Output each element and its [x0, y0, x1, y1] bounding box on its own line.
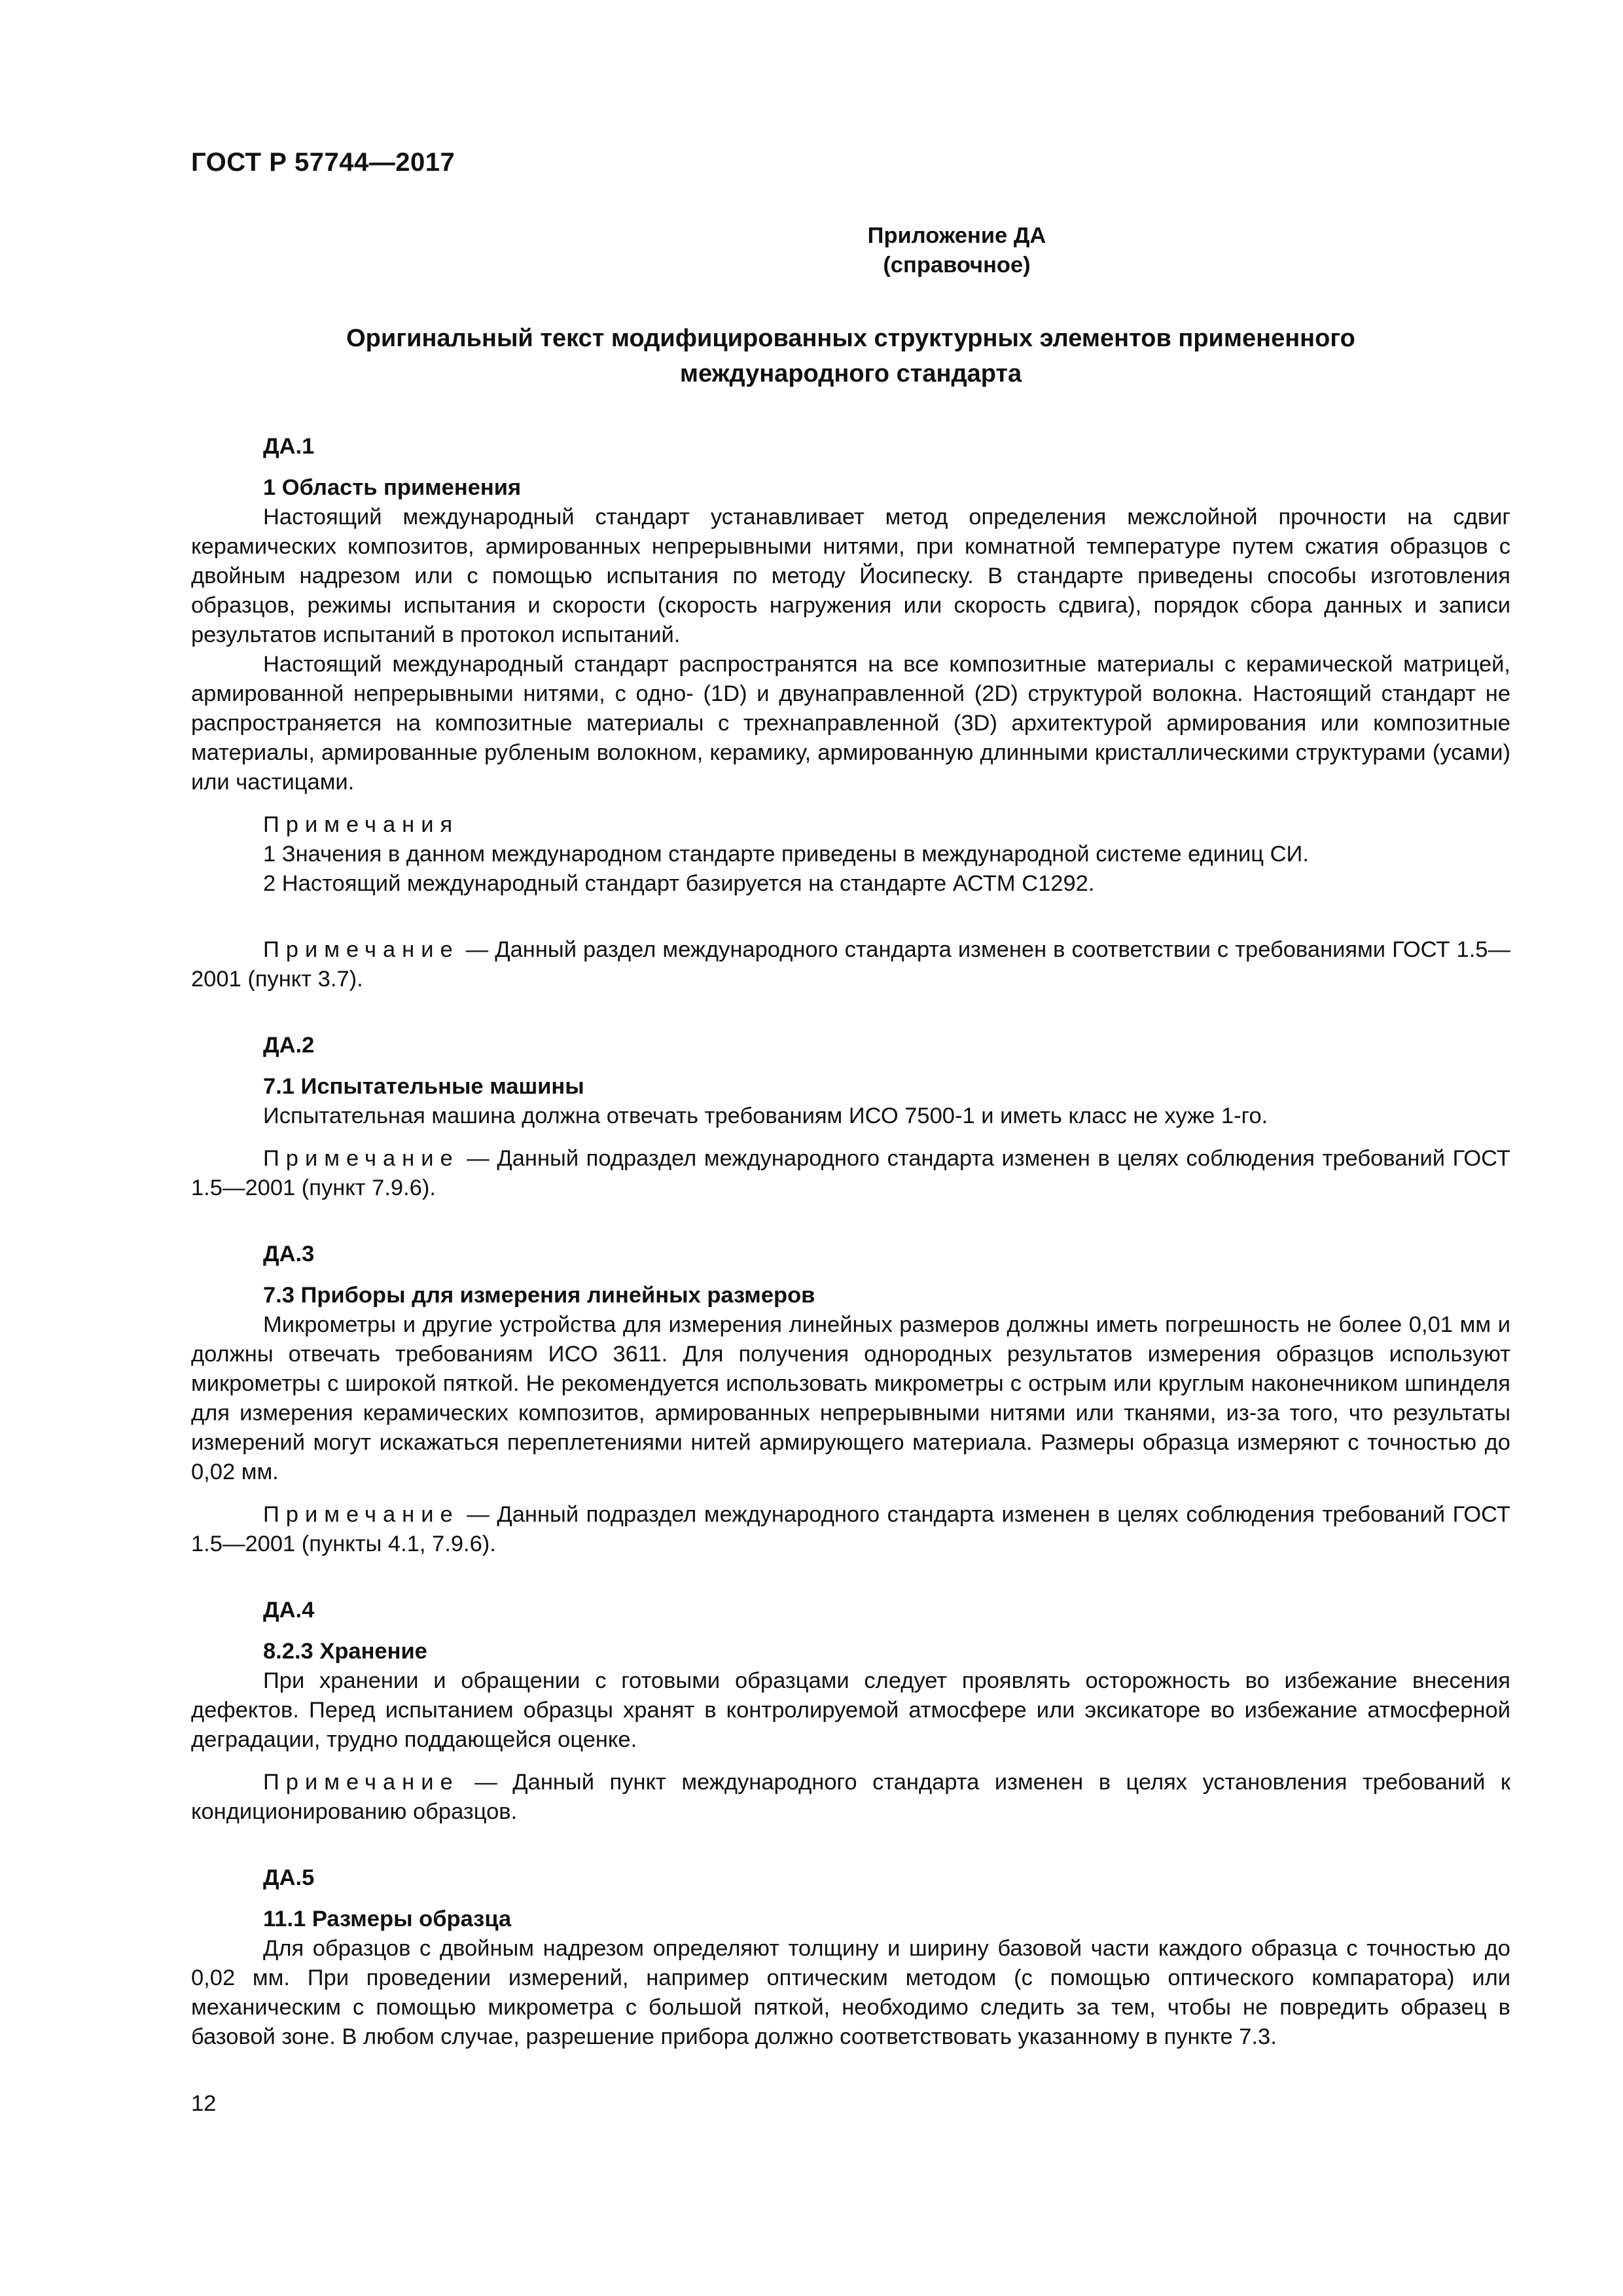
- section-label-da3: ДА.3: [263, 1242, 315, 1266]
- remark-da2: [191, 1144, 1510, 1203]
- section-heading-da4: 8.2.3 Хранение: [263, 1639, 427, 1664]
- section-label-da2: ДА.2: [263, 1033, 315, 1058]
- section-label-da1: ДА.1: [263, 434, 315, 459]
- paragraph: Испытательная машина должна отвечать требованиям ИСО 7500-1 и иметь класс не хуже 1-го.: [263, 1103, 1268, 1128]
- page-number: 12: [191, 2091, 217, 2116]
- section-heading-da5: 11.1 Размеры образца: [263, 1907, 512, 1931]
- notes-heading: Примечания: [263, 812, 459, 837]
- page-content: [191, 221, 1510, 2052]
- section-label-da5: ДА.5: [263, 1865, 315, 1890]
- remark-da1: [191, 935, 1510, 994]
- section-label-da4: ДА.4: [263, 1598, 315, 1623]
- remark-text: — Данный раздел международного стандарта изменен в соответствии с требованиями ГОСТ 1.5—2001 (пункт 3.7).: [191, 937, 1510, 992]
- paragraph: При хранении и обращении с готовыми образцами следует проявлять осторожность во избежание внесения дефектов. Перед испытанием образцы хранят в контролируемой атмосфере или эксикаторе во избежание атмосферной деградации, трудно поддающейся оценке.: [191, 1668, 1510, 1752]
- remark-label: Примечание: [263, 937, 459, 962]
- section-heading-da1: 1 Область применения: [263, 475, 522, 500]
- appendix-label: Приложение ДА: [867, 223, 1046, 248]
- section-heading-da3: 7.3 Приборы для измерения линейных размеров: [263, 1283, 815, 1308]
- document-title: Оригинальный текст модифицированных структурных элементов примененного международного стандарта: [346, 325, 1355, 387]
- note-item: 1 Значения в данном международном стандарте приведены в международной системе единиц СИ.: [263, 842, 1309, 867]
- remark-label: Примечание: [263, 1770, 459, 1795]
- remark-label: Примечание: [263, 1502, 459, 1527]
- remark-text: — Данный подраздел международного стандарта изменен в целях соблюдения требований ГОСТ 1.5—2001 (пункт 7.9.6).: [191, 1146, 1510, 1200]
- appendix-heading: [401, 221, 1513, 280]
- remark-text: — Данный пункт международного стандарта изменен в целях установления требований к кондиционированию образцов.: [191, 1770, 1510, 1824]
- section-heading-da2: 7.1 Испытательные машины: [263, 1074, 584, 1099]
- paragraph: Настоящий международный стандарт устанавливает метод определения межслойной прочности на сдвиг керамических композитов, армированных непрерывными нитями, при комнатной температуре путем сжатия образцов с двойным надрезом или с помощью испытания по методу Йосипеску. В стандарте приведены способы изготовления образцов, режимы испытания и скорости (скорость нагружения или скорость сдвига), порядок сбора данных и записи результатов испытаний в протокол испытаний.: [191, 505, 1510, 647]
- note-item: 2 Настоящий международный стандарт базируется на стандарте АСТМ С1292.: [263, 871, 1095, 896]
- remark-label: Примечание: [263, 1146, 459, 1171]
- remark-da3: [191, 1500, 1510, 1559]
- appendix-type: (справочное): [883, 253, 1031, 278]
- paragraph: Настоящий международный стандарт распространятся на все композитные материалы с керамической матрицей, армированной непрерывными нитями, с одно- (1D) и двунаправленной (2D) структурой волокна. Настоящий стандарт не распространяется на композитные материалы с трехнаправленной (3D) архитектурой армирования или композитные материалы, армированные рубленым волокном, керамику, армированную длинными кристаллическими структурами (усами) или частицами.: [191, 652, 1510, 795]
- paragraph: Микрометры и другие устройства для измерения линейных размеров должны иметь погрешность не более 0,01 мм и должны отвечать требованиям ИСО 3611. Для получения однородных результатов измерения образцов используют микрометры с широкой пяткой. Не рекомендуется использовать микрометры с острым или круглым наконечником шпинделя для измерения керамических композитов, армированных непрерывными нитями или тканями, из-за того, что результаты измерений могут искажаться переплетениями нитей армирующего материала. Размеры образца измеряют с точностью до 0,02 мм.: [191, 1312, 1510, 1484]
- paragraph: Для образцов с двойным надрезом определяют толщину и ширину базовой части каждого образца с точностью до 0,02 мм. При проведении измерений, например оптическим методом (с помощью оптического компаратора) или механическим с помощью микрометра с большой пяткой, необходимо следить за тем, чтобы не повредить образец в базовой зоне. В любом случае, разрешение прибора должно соответствовать указанному в пункте 7.3.: [191, 1936, 1510, 2049]
- standard-code-header: ГОСТ Р 57744—2017: [191, 148, 455, 177]
- remark-da4: [191, 1768, 1510, 1827]
- remark-text: — Данный подраздел международного стандарта изменен в целях соблюдения требований ГОСТ 1.5—2001 (пункты 4.1, 7.9.6).: [191, 1502, 1510, 1556]
